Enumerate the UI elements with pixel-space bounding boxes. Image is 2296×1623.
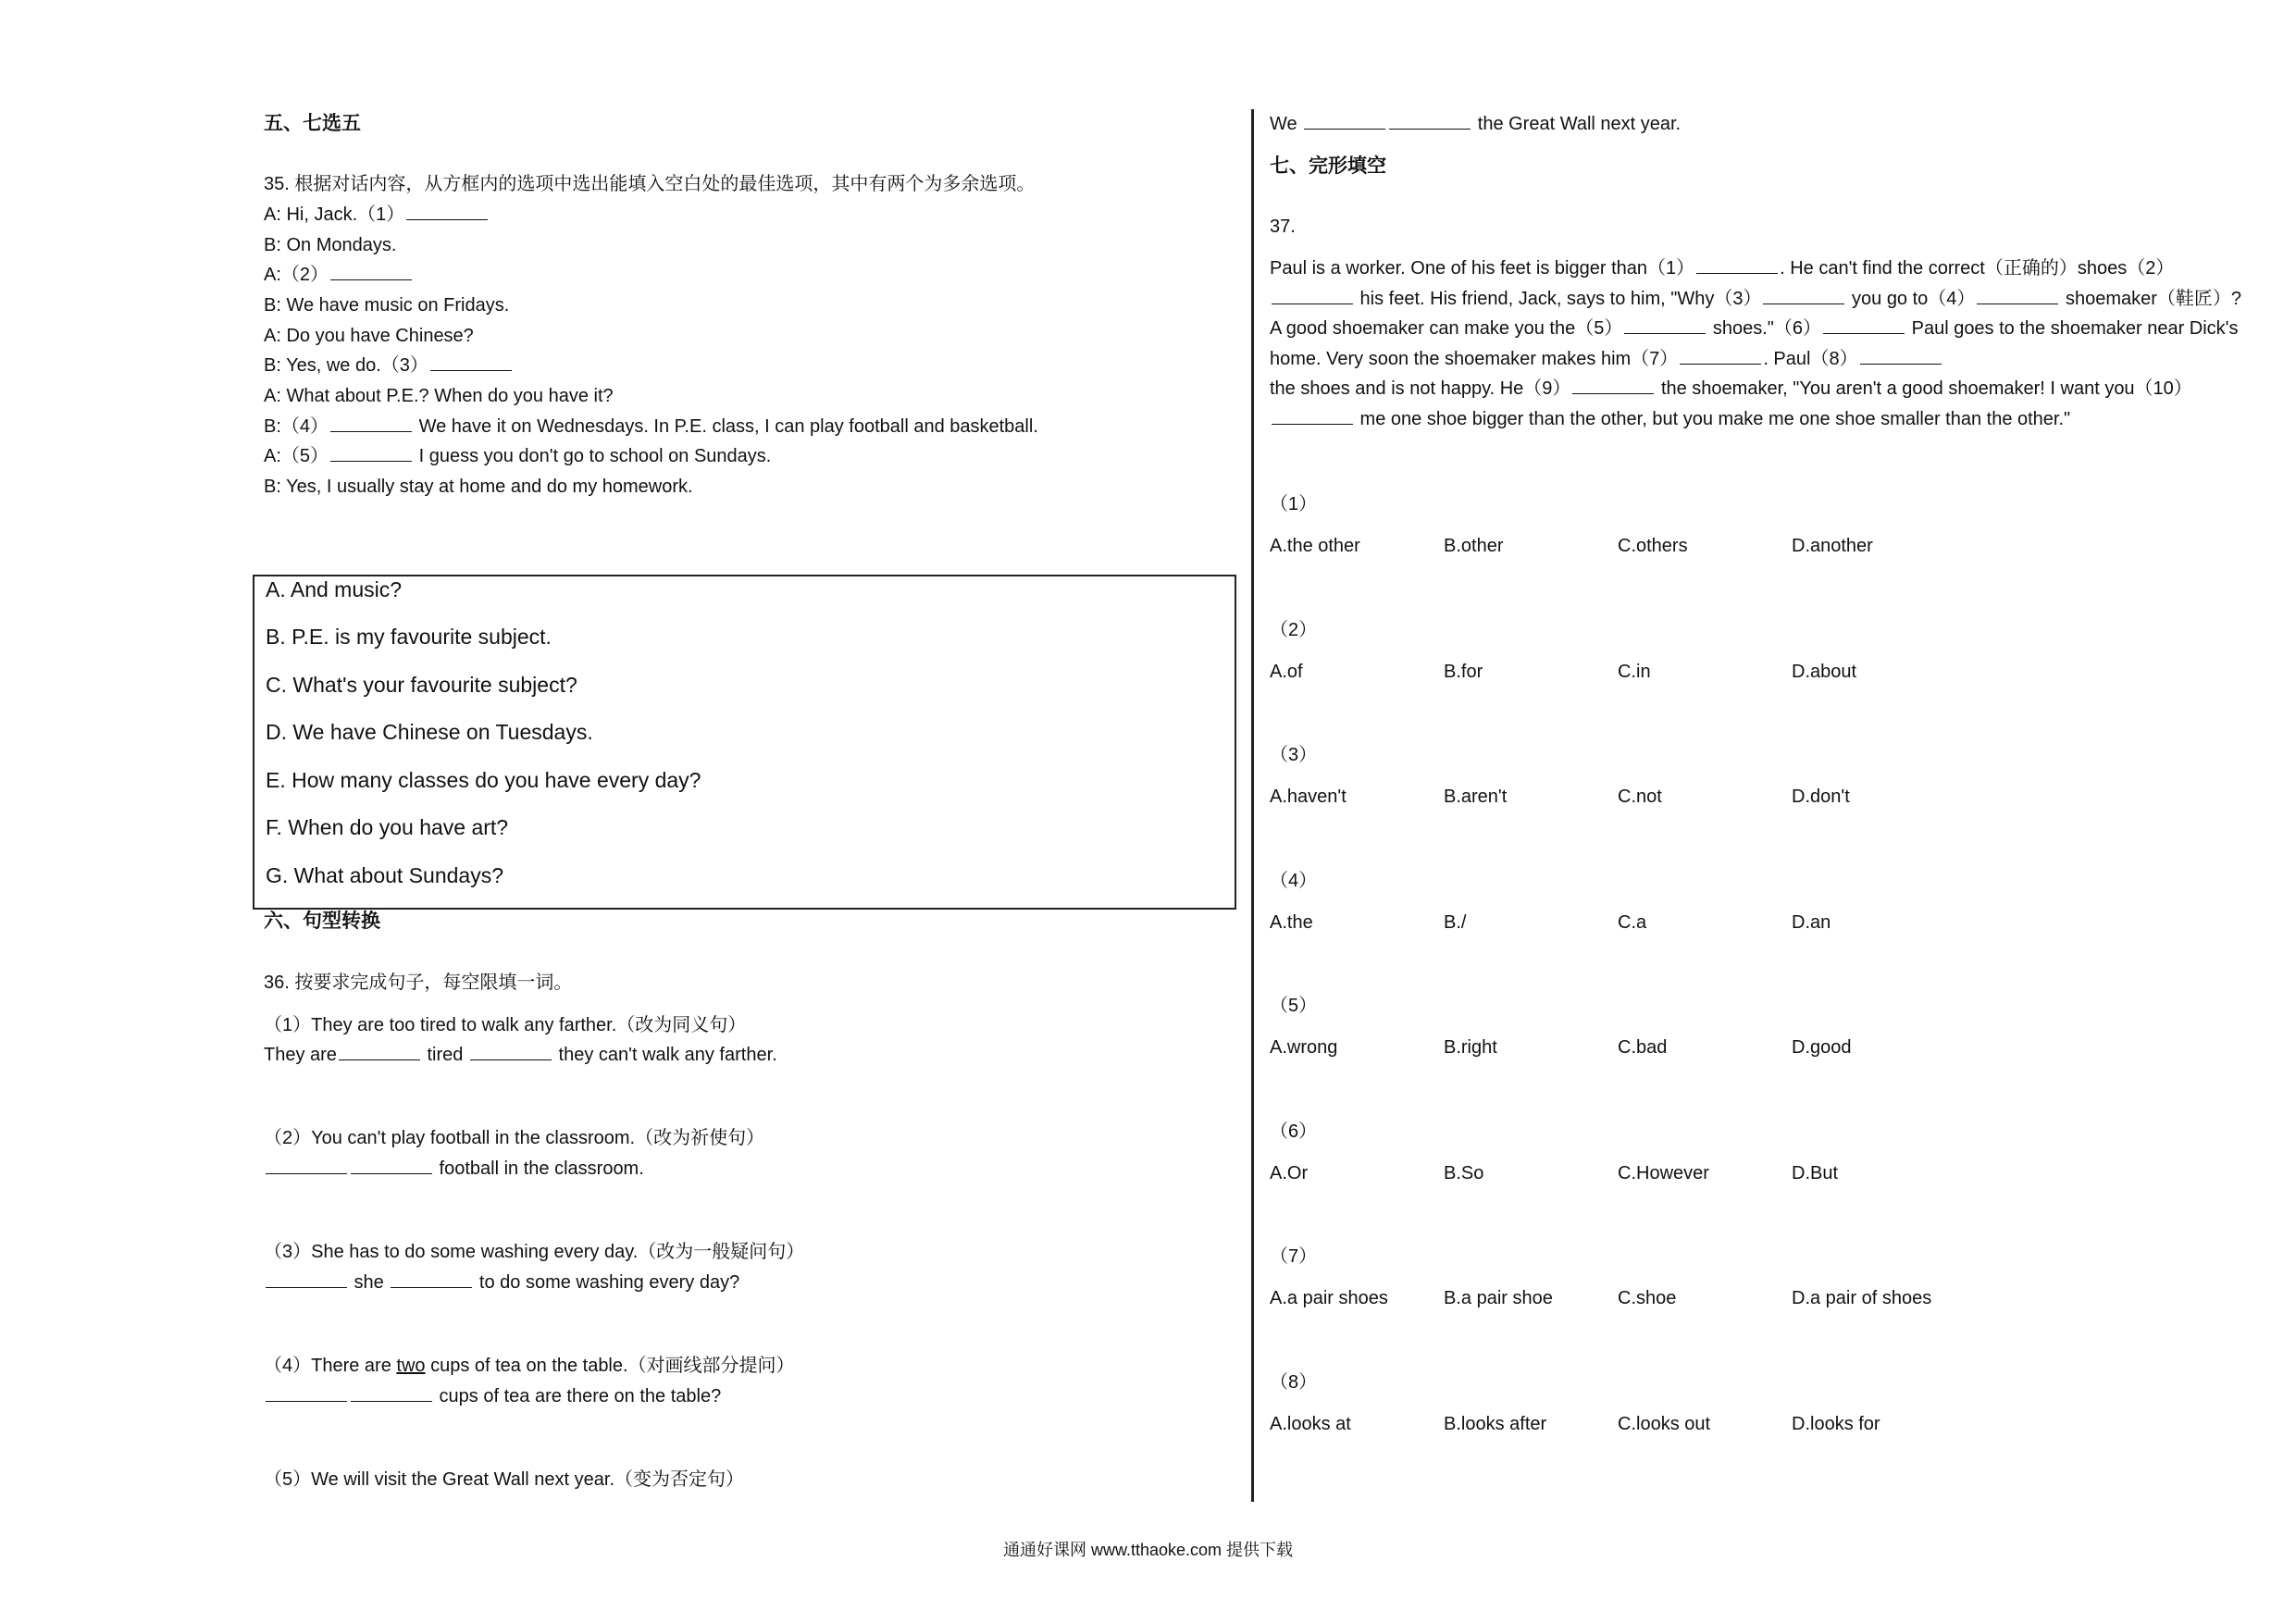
choice-c[interactable]: C.looks out bbox=[1618, 1413, 1711, 1434]
cloze-blank-3[interactable] bbox=[1763, 287, 1844, 304]
section-title-cloze: 七、完形填空 bbox=[1270, 155, 1386, 177]
choice-a[interactable]: A.the other bbox=[1270, 536, 1360, 556]
dialogue-line-8: B:（4） We have it on Wednesdays. In P.E. class, I can play football and basketball. bbox=[264, 416, 1038, 437]
choice-a[interactable]: A.of bbox=[1270, 661, 1303, 682]
underlined-word: two bbox=[396, 1356, 426, 1376]
sentence-2-prompt: （2）You can't play football in the classroom.（改为祈使句） bbox=[264, 1128, 765, 1148]
choice-a[interactable]: A.a pair shoes bbox=[1270, 1288, 1388, 1308]
option-b: B. P.E. is my favourite subject. bbox=[266, 625, 552, 649]
sentence-1-prompt: （1）They are too tired to walk any farther.（改为同义句） bbox=[264, 1015, 747, 1035]
option-c: C. What's your favourite subject? bbox=[266, 673, 577, 697]
answer-blank[interactable] bbox=[330, 444, 412, 462]
choice-d[interactable]: D.don't bbox=[1792, 787, 1850, 807]
choice-d[interactable]: D.about bbox=[1792, 661, 1857, 682]
sentence-2-answer: football in the classroom. bbox=[264, 1157, 644, 1181]
choice-a[interactable]: A.Or bbox=[1270, 1162, 1309, 1183]
question-number: （4） bbox=[1270, 870, 1318, 891]
choice-b[interactable]: B.for bbox=[1444, 661, 1483, 682]
question-number: （8） bbox=[1270, 1371, 1318, 1393]
choice-c[interactable]: C.others bbox=[1618, 536, 1688, 556]
choice-d[interactable]: D.another bbox=[1792, 536, 1873, 556]
cloze-blank-7[interactable] bbox=[1680, 347, 1761, 365]
question-number: （5） bbox=[1270, 996, 1318, 1016]
sentence-1-answer: They are tired they can't walk any farther. bbox=[264, 1045, 777, 1065]
choice-a[interactable]: A.wrong bbox=[1270, 1037, 1338, 1058]
answer-blank[interactable] bbox=[330, 263, 412, 280]
options-box bbox=[253, 575, 1236, 910]
dialogue-line-4: B: We have music on Fridays. bbox=[264, 295, 510, 316]
sentence-5-prompt: （5）We will visit the Great Wall next year.（变为否定句） bbox=[264, 1469, 745, 1490]
cloze-blank-2[interactable] bbox=[1272, 287, 1353, 304]
answer-blank[interactable] bbox=[266, 1384, 347, 1402]
answer-blank[interactable] bbox=[266, 1157, 347, 1174]
section-title-sentence-transform: 六、句型转换 bbox=[264, 911, 380, 932]
choice-a[interactable]: A.looks at bbox=[1270, 1413, 1351, 1434]
sentence-3-prompt: （3）She has to do some washing every day.（改为一般疑问句） bbox=[264, 1242, 805, 1262]
choice-c[interactable]: C.not bbox=[1618, 787, 1662, 807]
choice-d[interactable]: D.But bbox=[1792, 1162, 1839, 1183]
q36-instruction: 36. 按要求完成句子，每空限填一词。 bbox=[264, 973, 573, 993]
cloze-passage: Paul is a worker. One of his feet is bigger than（1） . He can't find the correct（正确的）shoes（2） his feet. His friend, Jack, says to him, "Why（3） you go to（4） shoemaker（鞋匠）? A good shoemaker can make you the（5） shoes."（6） Paul goes to the shoemaker near Dick's home. Very soon the shoemaker makes him（7） . Paul（8） the shoes and is not happy. He（9） the shoemaker, "You aren't a good shoemaker! I want you（10） me one shoe bigger than the other, but you make me one shoe smaller than the other." bbox=[1270, 258, 2242, 429]
sentence-3-answer: she to do some washing every day? bbox=[264, 1270, 739, 1295]
answer-blank[interactable] bbox=[1389, 112, 1471, 130]
q37-label: 37. bbox=[1270, 217, 1296, 237]
dialogue-line-10: B: Yes, I usually stay at home and do my homework. bbox=[264, 477, 693, 497]
choice-b[interactable]: B.aren't bbox=[1444, 787, 1508, 807]
cloze-blank-9[interactable] bbox=[1572, 377, 1654, 394]
cloze-blank-1[interactable] bbox=[1696, 256, 1778, 274]
cloze-blank-6[interactable] bbox=[1823, 316, 1905, 334]
option-g: G. What about Sundays? bbox=[266, 863, 503, 887]
answer-blank[interactable] bbox=[339, 1043, 420, 1060]
dialogue-line-3: A:（2） bbox=[264, 263, 414, 287]
question-number: （1） bbox=[1270, 494, 1318, 514]
answer-blank[interactable] bbox=[266, 1270, 347, 1288]
dialogue-line-2: B: On Mondays. bbox=[264, 235, 397, 255]
dialogue-line-6: B: Yes, we do.（3） bbox=[264, 353, 514, 378]
choice-b[interactable]: B.right bbox=[1444, 1037, 1497, 1058]
answer-blank[interactable] bbox=[351, 1157, 432, 1174]
cloze-blank-10[interactable] bbox=[1272, 407, 1353, 425]
choice-a[interactable]: A.the bbox=[1270, 911, 1313, 933]
choice-d[interactable]: D.an bbox=[1792, 911, 1831, 933]
sentence-5-answer: We the Great Wall next year. bbox=[1270, 114, 1682, 134]
choice-b[interactable]: B.other bbox=[1444, 536, 1504, 556]
dialogue-line-9: A:（5） I guess you don't go to school on Sundays. bbox=[264, 446, 772, 466]
choice-c[interactable]: C.a bbox=[1618, 911, 1647, 933]
section-title-seven-choose-five: 五、七选五 bbox=[264, 113, 361, 134]
dialogue-line-7: A: What about P.E.? When do you have it? bbox=[264, 386, 614, 406]
option-d: D. We have Chinese on Tuesdays. bbox=[266, 720, 593, 744]
choice-b[interactable]: B.looks after bbox=[1444, 1413, 1547, 1434]
choice-d[interactable]: D.good bbox=[1792, 1037, 1852, 1058]
choice-c[interactable]: C.in bbox=[1618, 661, 1651, 682]
choice-d[interactable]: D.a pair of shoes bbox=[1792, 1288, 1932, 1308]
choice-b[interactable]: B.a pair shoe bbox=[1444, 1288, 1553, 1308]
answer-blank[interactable] bbox=[330, 415, 412, 432]
option-a: A. And music? bbox=[266, 577, 403, 601]
answer-blank[interactable] bbox=[1304, 112, 1385, 130]
question-number: （2） bbox=[1270, 619, 1318, 640]
answer-blank[interactable] bbox=[406, 203, 488, 220]
question-number: （7） bbox=[1270, 1246, 1318, 1267]
choice-b[interactable]: B.So bbox=[1444, 1162, 1484, 1183]
q35-instruction: 35. 根据对话内容，从方框内的选项中选出能填入空白处的最佳选项，其中有两个为多余选项。 bbox=[264, 174, 1036, 194]
answer-blank[interactable] bbox=[351, 1384, 432, 1402]
option-f: F. When do you have art? bbox=[266, 815, 509, 839]
cloze-blank-8[interactable] bbox=[1860, 347, 1942, 365]
sentence-4-prompt: （4）There are two cups of tea on the table.（对画线部分提问） bbox=[264, 1356, 795, 1376]
cloze-blank-5[interactable] bbox=[1624, 316, 1706, 334]
choice-d[interactable]: D.looks for bbox=[1792, 1413, 1880, 1434]
choice-c[interactable]: C.bad bbox=[1618, 1037, 1668, 1058]
cloze-blank-4[interactable] bbox=[1977, 287, 2058, 304]
question-number: （3） bbox=[1270, 745, 1318, 765]
dialogue-line-5: A: Do you have Chinese? bbox=[264, 326, 474, 346]
dialogue-line-1: A: Hi, Jack.（1） bbox=[264, 203, 490, 227]
option-e: E. How many classes do you have every day? bbox=[266, 768, 701, 792]
footer-credit: 通通好课网 www.tthaoke.com 提供下载 bbox=[1002, 1541, 1294, 1559]
column-divider bbox=[1251, 109, 1254, 1502]
answer-blank[interactable] bbox=[430, 353, 512, 371]
question-number: （6） bbox=[1270, 1121, 1318, 1142]
choice-a[interactable]: A.haven't bbox=[1270, 787, 1347, 807]
choice-b[interactable]: B./ bbox=[1444, 911, 1467, 933]
answer-blank[interactable] bbox=[470, 1043, 552, 1060]
choice-c[interactable]: C.shoe bbox=[1618, 1288, 1677, 1308]
choice-c[interactable]: C.However bbox=[1618, 1162, 1709, 1183]
answer-blank[interactable] bbox=[391, 1270, 472, 1288]
sentence-4-answer: cups of tea are there on the table? bbox=[264, 1384, 721, 1408]
